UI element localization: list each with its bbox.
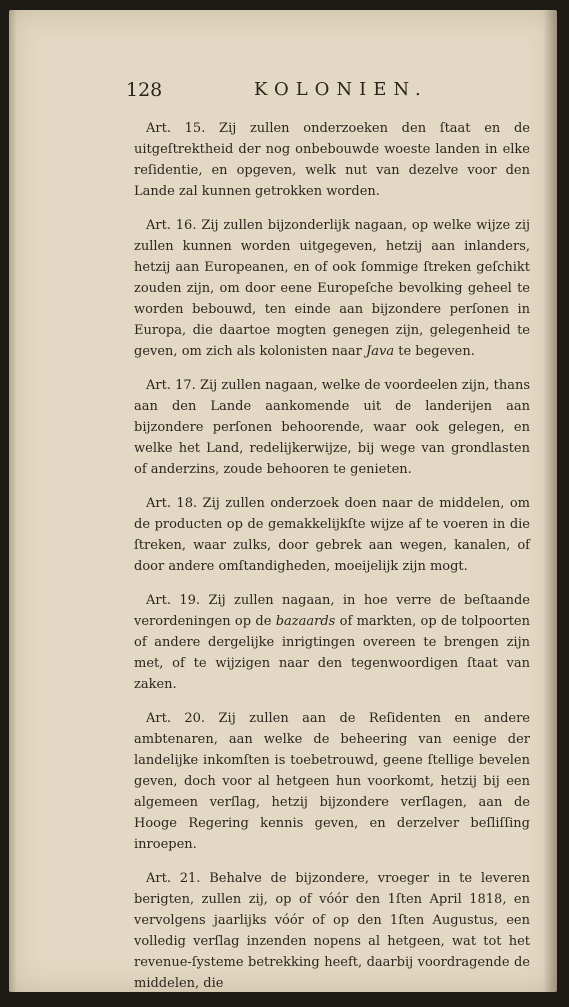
article-text: te begeven. [398, 344, 475, 359]
page-gutter-shadow [543, 10, 557, 992]
article-20 [134, 708, 530, 855]
article-text: of markten, op de tolpoorten of andere dergelijke inrigtingen overeen te brengen zijn met, of te wijzigen naar den tegenwoordigen ſtaat van zaken. [134, 614, 530, 692]
article-text: Zij zullen onderzoek doen naar de middelen, om de producten op de gemakkelijkſte wijze af te voeren in die ſtreken, waar zulks, door gebrek aan wegen, kanalen, of door andere omſtandigheden, moeijelijk zijn mogt. [134, 496, 530, 574]
article-text: Zij zullen aan de Reſidenten en andere ambtenaren, aan welke de beheering van eenige der landelijke inkomſten is toebetrouwd, geene ſtellige bevelen geven, doch voor al hetgeen hun voorkomt, hetzij bij een algemeen verſlag, hetzij bijzondere verſlagen, aan de Hooge Regering kennis geven, en derzelver beſliſſing inroepen. [134, 711, 531, 852]
article-label: Art. 17. [146, 378, 196, 393]
page-left-edge [9, 10, 17, 992]
article-text: Zij zullen nagaan, welke de voordeelen zijn, thans aan den Lande aankomende uit de landerijen aan bijzondere perſonen behoorende, waar ook gelegen, en welke het Land, redelijkerwijze, bij wege van grondlasten of anderzins, zoude behooren te genieten. [134, 378, 531, 477]
article-label: Art. 20. [146, 711, 206, 726]
page-header [126, 79, 526, 109]
article-emphasis: Java [366, 344, 395, 359]
article-17 [134, 375, 530, 480]
article-label: Art. 18. [146, 496, 198, 511]
article-label: Art. 19. [146, 593, 201, 608]
body-text [134, 118, 530, 1007]
article-text: Behalve de bijzondere, vroeger in te leveren berigten, zullen zij, op of vóór den 1ſten April 1818, en vervolgens jaarlijks vóór of op den 1ſten Augustus, een volledig verſlag inzenden nopens al hetgeen, wat tot het revenue-ſysteme betrekking heeft, daarbij voordragende de middelen, die [134, 871, 530, 991]
article-label: Art. 16. [146, 218, 197, 233]
article-text: Zij zullen bijzonderlijk nagaan, op welke wijze zij zullen kunnen worden uitgegeven, hetzij aan inlanders, hetzij aan Europeanen, en of ook ſommige ſtreken geſchikt zouden zijn, om door eene Europeſche bevolking geheel te worden bebouwd, ten einde aan bijzondere perſonen in Europa, die daartoe mogten genegen zijn, gelegenheid te geven, om zich als kolonisten naar [134, 218, 531, 359]
article-15 [134, 118, 530, 202]
running-title: KOLONIEN. [254, 79, 428, 100]
article-21 [134, 868, 530, 994]
article-18 [134, 493, 530, 577]
article-16 [134, 215, 530, 362]
article-label: Art. 21. [146, 871, 201, 886]
article-emphasis: bazaards [275, 614, 336, 629]
article-label: Art. 15. [146, 121, 206, 136]
article-19 [134, 590, 530, 695]
article-text: Zij zullen nagaan, in hoe verre de beſtaande verordeningen op de [134, 593, 530, 629]
page-number: 128 [126, 79, 163, 101]
article-text: Zij zullen onderzoeken den ſtaat en de uitgeſtrektheid der nog onbebouwde woeste landen in elke reſidentie, en opgeven, welk nut van dezelve voor den Lande zal kunnen getrokken worden. [134, 121, 530, 199]
